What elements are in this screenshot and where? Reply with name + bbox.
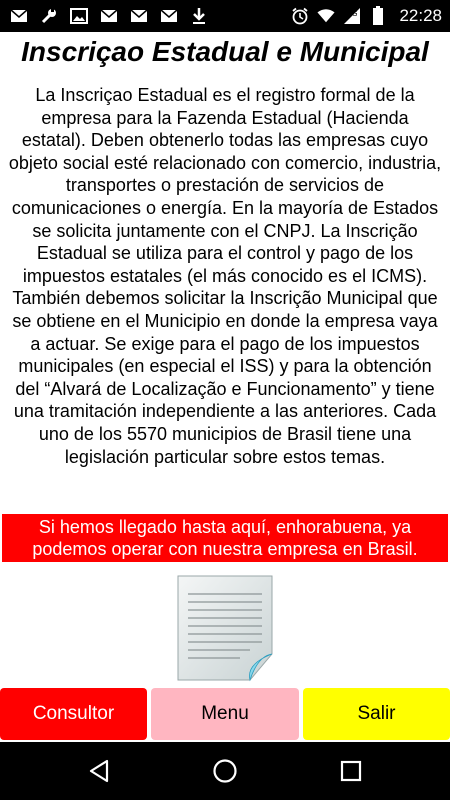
mail-icon <box>160 7 178 25</box>
battery-icon <box>369 7 387 25</box>
system-icons <box>291 0 442 32</box>
recents-icon[interactable] <box>336 756 366 786</box>
mail-icon <box>130 7 148 25</box>
signal-icon <box>343 7 361 25</box>
mail-icon <box>10 7 28 25</box>
document-icon <box>170 572 280 684</box>
home-icon[interactable] <box>210 756 240 786</box>
navigation-bar <box>0 742 450 800</box>
success-banner-text: Si hemos llegado hasta aquí, enhorabuena, ya podemos operar con nuestra empresa en Brasil. <box>32 517 418 559</box>
alarm-icon <box>291 7 309 25</box>
wrench-icon <box>40 7 58 25</box>
page-title: Inscriçao Estadual e Municipal <box>21 36 429 67</box>
svg-text:G: G <box>352 10 358 18</box>
salir-button[interactable]: Salir <box>303 688 450 740</box>
success-banner <box>2 514 448 562</box>
menu-button[interactable]: Menu <box>151 688 299 740</box>
status-bar <box>0 0 450 32</box>
back-icon[interactable] <box>84 756 114 786</box>
image-icon <box>70 7 88 25</box>
wifi-icon <box>317 7 335 25</box>
description-text: La Inscriçao Estadual es el registro formal de la empresa para la Fazenda Estadual (Hacienda estatal). Deben obtenerlo todas las empresas cuyo objeto social esté relacionado con comercio, industria, transportes o prestación de servicios de comunicaciones o energía. En la mayoría de Estados se solicita juntamente con el CNPJ. La Inscrição Estadual se utiliza para el control y pago de los impuestos estatales (el más conocido es el ICMS). También debemos solicitar la Inscrição Municipal que se obtiene en el Municipio en donde la empresa vaya a actuar. Se exige para el pago de los impuestos municipales (en especial el ISS) y para la obtención del “Alvará de Localização e Funcionamento” y tiene una tramitación independiente a las anteriores. Cada uno de los 5570 municipios de Brasil tiene una legislación particular sobre estos temas. <box>8 85 442 467</box>
notification-icons <box>10 0 208 32</box>
clock-time: 22:28 <box>399 6 442 25</box>
mail-icon <box>100 7 118 25</box>
download-icon <box>190 7 208 25</box>
consultor-button[interactable]: Consultor <box>0 688 147 740</box>
